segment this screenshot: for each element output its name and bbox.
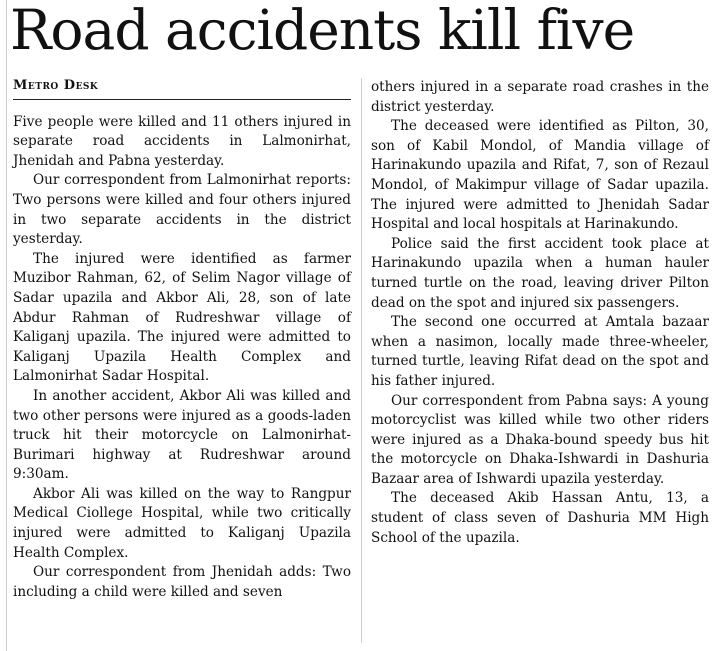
paragraph: The injured were identified as farmer Muzibor Rahman, 62, of Selim Nagor village of Sadar upazila and Akbor Ali, 28, son of late Abdur Rahman of Rudreshwar village of Kaliganj upazila. The injured were admitted to Kaliganj Upazila Health Complex and Lalmonirhat Sadar Hospital.: [13, 250, 351, 385]
page-edge-rule: [6, 0, 7, 651]
paragraph: The second one occurred at Amtala bazaar when a nasimon, locally made three-wheeler, turned turtle, leaving Rifat dead on the spot and his father injured.: [371, 314, 709, 389]
headline: Road accidents kill five: [10, 0, 635, 62]
paragraph: Five people were killed and 11 others injured in separate road accidents in Lalmonirhat, Jhenidah and Pabna yesterday.: [13, 113, 351, 169]
left-column: [13, 76, 351, 602]
paragraph: Police said the first accident took place at Harinakundo upazila when a human hauler turned turtle on the road, leaving driver Pilton dead on the spot and injured six passengers.: [371, 235, 709, 311]
paragraph: In another accident, Akbor Ali was killed and two other persons were injured as a goods-laden truck hit their motorcycle on Lalmonirhat-Burimari highway at Rudreshwar around 9:30am.: [13, 387, 351, 483]
paragraph: others injured in a separate road crashes in the district yesterday.: [371, 79, 709, 115]
column-divider: [361, 78, 362, 643]
paragraph: Akbor Ali was killed on the way to Rangpur Medical Ciollege Hospital, while two critically injured were admitted to Kaliganj Upazila Health Complex.: [13, 485, 351, 561]
paragraph: Our correspondent from Lalmonirhat reports: Two persons were killed and four others injured in two separate accidents in the district yesterday.: [13, 172, 351, 248]
paragraph: The deceased were identified as Pilton, 30, son of Kabil Mondol, of Mandia village of Harinakundo upazila and Rifat, 7, son of Rezaul Mondol, of Makimpur village of Sadar upazila. The injured were admitted to Jhenidah Sadar Hospital and local hospitals at Harinakundo.: [371, 118, 709, 233]
paragraph: The deceased Akib Hassan Antu, 13, a student of class seven of Dashuria MM High School of the upazila.: [371, 490, 709, 546]
right-column: [371, 78, 709, 548]
byline: Metro Desk: [13, 76, 351, 100]
paragraph: Our correspondent from Pabna says: A young motorcyclist was killed while two other riders were injured as a Dhaka-bound speedy bus hit the motorcycle on Dhaka-Ishwardi in Dashuria Bazaar area of Ishwardi upazila yesterday.: [371, 392, 709, 487]
paragraph: Our correspondent from Jhenidah adds: Two including a child were killed and seven: [13, 564, 351, 600]
